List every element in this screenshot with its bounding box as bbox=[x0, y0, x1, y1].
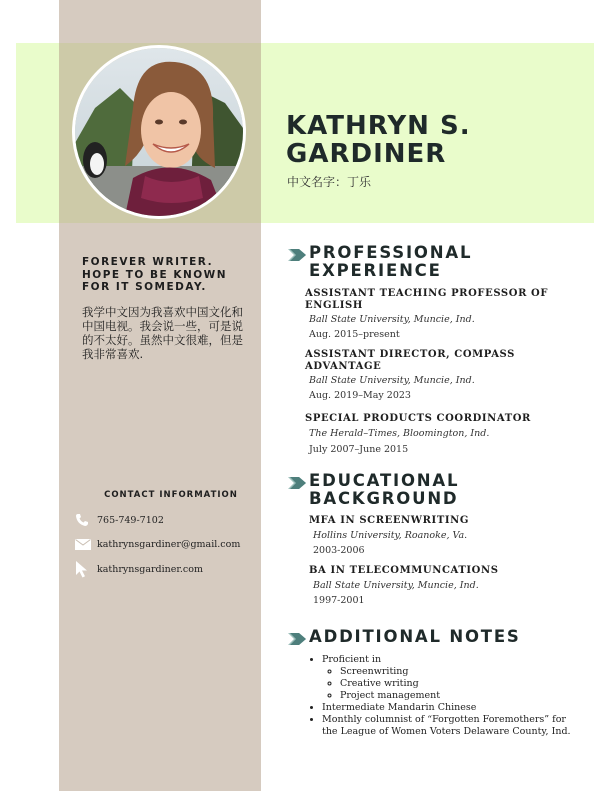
proficient-label: Proficient in bbox=[322, 654, 382, 665]
experience-heading bbox=[287, 244, 509, 279]
arrow-right-icon bbox=[287, 632, 307, 646]
list-item: ◦ Screenwriting bbox=[340, 666, 572, 678]
education-title: EDUCATIONAL BACKGROUND bbox=[309, 471, 460, 508]
full-name: KATHRYN S. GARDINER bbox=[286, 111, 471, 169]
job-organization: Ball State University, Muncie, Ind. bbox=[309, 314, 475, 325]
contact-website bbox=[75, 561, 203, 577]
phone-number[interactable]: 765-749-7102 bbox=[97, 514, 164, 526]
list-item: ◦ Project management bbox=[340, 690, 572, 702]
job-dates: Aug. 2019–May 2023 bbox=[309, 390, 411, 401]
degree-institution: Hollins University, Roanoke, Va. bbox=[313, 530, 468, 541]
job-dates: Aug. 2015–present bbox=[309, 329, 400, 340]
experience-title: PROFESSIONAL EXPERIENCE bbox=[309, 243, 473, 280]
notes-heading bbox=[287, 628, 521, 646]
website-url[interactable]: kathrynsgardiner.com bbox=[97, 563, 203, 575]
job-organization: Ball State University, Muncie, Ind. bbox=[309, 375, 475, 386]
portrait-image bbox=[75, 48, 243, 216]
job-dates: July 2007–June 2015 bbox=[309, 444, 409, 455]
phone-icon bbox=[75, 512, 95, 528]
degree-title: BA IN TELECOMMUNCATIONS bbox=[309, 565, 499, 576]
motto: FOREVER WRITER. HOPE TO BE KNOWN FOR IT SOMEDAY. bbox=[82, 256, 228, 293]
job-title: ASSISTANT TEACHING PROFESSOR OF ENGLISH bbox=[305, 288, 549, 311]
job-title: SPECIAL PRODUCTS COORDINATOR bbox=[305, 413, 531, 424]
list-item: • Monthly columnist of “Forgotten Foremothers” for the League of Women Voters Delaware County, Ind. bbox=[322, 714, 572, 738]
contact-phone bbox=[75, 512, 164, 528]
degree-dates: 2003-2006 bbox=[313, 545, 365, 556]
list-item bbox=[322, 654, 572, 702]
degree-title: MFA IN SCREENWRITING bbox=[309, 515, 470, 526]
arrow-right-icon bbox=[287, 476, 307, 490]
education-heading bbox=[287, 472, 509, 507]
profile-photo bbox=[72, 45, 246, 219]
job-organization: The Herald–Times, Bloomington, Ind. bbox=[309, 428, 490, 439]
email-address[interactable]: kathrynsgardiner@gmail.com bbox=[97, 538, 241, 550]
notes-list bbox=[307, 654, 572, 738]
list-item: • Intermediate Mandarin Chinese bbox=[322, 702, 572, 714]
cursor-icon bbox=[75, 561, 95, 577]
list-item: ◦ Creative writing bbox=[340, 678, 572, 690]
job-title: ASSISTANT DIRECTOR, COMPASS ADVANTAGE bbox=[305, 349, 515, 372]
chinese-name: 中文名字：丁乐 bbox=[287, 175, 372, 189]
degree-dates: 1997-2001 bbox=[313, 595, 365, 606]
skills-sublist bbox=[322, 666, 572, 702]
contact-email bbox=[75, 536, 240, 552]
motto-chinese: 我学中文因为我喜欢中国文化和中国电视。我会说一些，可是说的不太好。虽然中文很难，但是我非常喜欢. bbox=[82, 305, 243, 361]
envelope-icon bbox=[75, 536, 95, 552]
contact-title: CONTACT INFORMATION bbox=[104, 490, 238, 500]
arrow-right-icon bbox=[287, 248, 307, 262]
notes-title: ADDITIONAL NOTES bbox=[309, 627, 521, 646]
degree-institution: Ball State University, Muncie, Ind. bbox=[313, 580, 479, 591]
